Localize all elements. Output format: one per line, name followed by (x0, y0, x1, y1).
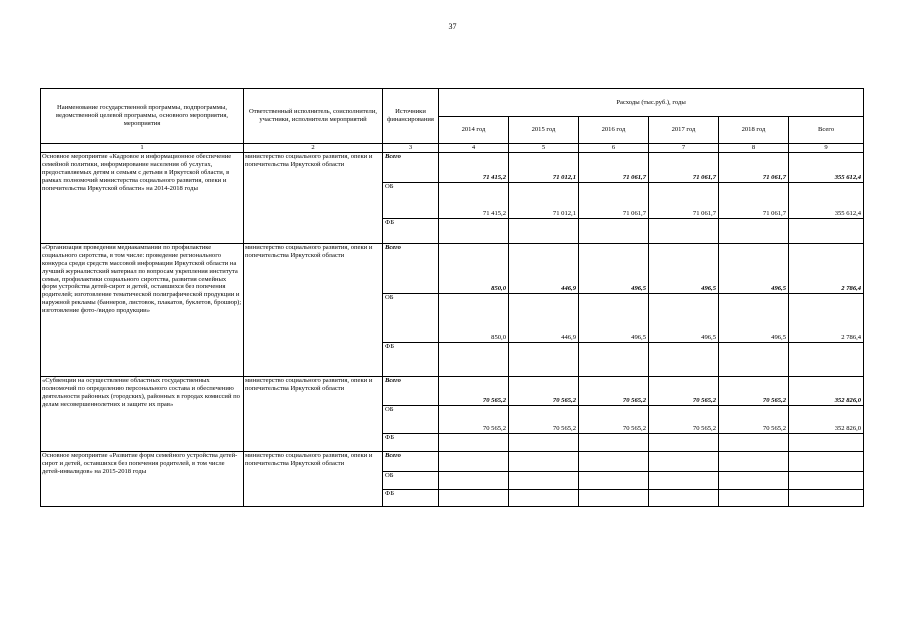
column-index: 8 (719, 144, 789, 153)
year-value (579, 489, 649, 506)
year-value: 70 565,2 (719, 405, 789, 433)
year-value (509, 489, 579, 506)
year-value: 71 061,7 (579, 152, 649, 182)
year-value (649, 451, 719, 471)
year-value (649, 471, 719, 489)
executor: министерство социального развития, опеки и попечительства Иркутской области (244, 451, 383, 506)
funding-source: Всего (383, 243, 439, 293)
year-value: 71 061,7 (579, 182, 649, 218)
year-value: 70 565,2 (579, 405, 649, 433)
column-index: 3 (383, 144, 439, 153)
table-row (41, 451, 864, 471)
year-value (509, 451, 579, 471)
year-value (509, 433, 579, 451)
year-value (439, 433, 509, 451)
year-value: 71 012,1 (509, 152, 579, 182)
column-index: 2 (244, 144, 383, 153)
year-value: 446,9 (509, 293, 579, 342)
year-value (439, 471, 509, 489)
year-value (509, 342, 579, 376)
year-value (579, 218, 649, 243)
year-value (439, 451, 509, 471)
year-value (579, 451, 649, 471)
column-index: 5 (509, 144, 579, 153)
year-value: 71 415,2 (439, 152, 509, 182)
year-value: 70 565,2 (649, 376, 719, 405)
year-value: 496,5 (579, 243, 649, 293)
header-year: 2018 год (719, 117, 789, 144)
total-value (789, 471, 864, 489)
year-value (649, 218, 719, 243)
header-year: 2016 год (579, 117, 649, 144)
funding-source: ОБ (383, 182, 439, 218)
year-value: 446,9 (509, 243, 579, 293)
funding-source: ОБ (383, 405, 439, 433)
year-value: 70 565,2 (509, 405, 579, 433)
funding-source: ФБ (383, 489, 439, 506)
total-value: 355 612,4 (789, 152, 864, 182)
funding-source: ФБ (383, 342, 439, 376)
year-value: 496,5 (719, 243, 789, 293)
year-value (649, 489, 719, 506)
activity-name: «Субвенции на осуществление областных государственных полномочий по определению персонального состава и обеспечению деятельности районных (городских), районных в городах комиссий по делам несовершеннолетних и защите их прав» (41, 376, 244, 451)
year-value (579, 471, 649, 489)
column-index: 6 (579, 144, 649, 153)
funding-source: Всего (383, 451, 439, 471)
year-value: 70 565,2 (439, 405, 509, 433)
funding-source: ОБ (383, 293, 439, 342)
header-program-name: Наименование государственной программы, подпрограммы, ведомственной целевой программы, основного мероприятия, мероприятия (41, 89, 244, 144)
year-value (579, 433, 649, 451)
year-value (649, 342, 719, 376)
funding-source: Всего (383, 152, 439, 182)
total-value (789, 342, 864, 376)
funding-source: ФБ (383, 218, 439, 243)
year-value (439, 218, 509, 243)
year-value: 71 061,7 (719, 182, 789, 218)
activity-name: Основное мероприятие «Кадровое и информационное обеспечение семейной политики, информирование населения об услугах, предоставляемых детям и семьям с детьми в Иркутской области, в рамках полномочий министерства социального развития, опеки и попечительства Иркутской области» на 2014-2018 годы (41, 152, 244, 243)
header-year: 2017 год (649, 117, 719, 144)
year-value (509, 218, 579, 243)
financing-table (40, 88, 864, 507)
activity-name: Основное мероприятие «Развитие форм семейного устройства детей-сирот и детей, оставшихся без попечения родителей, в том числе детей-инвалидов» на 2015-2018 годы (41, 451, 244, 506)
year-value: 496,5 (579, 293, 649, 342)
page-number: 37 (448, 22, 457, 31)
year-value: 850,0 (439, 293, 509, 342)
year-value: 70 565,2 (579, 376, 649, 405)
year-value (719, 342, 789, 376)
table-row (41, 376, 864, 405)
total-value: 355 612,4 (789, 182, 864, 218)
table-row (41, 152, 864, 182)
header-year: 2014 год (439, 117, 509, 144)
year-value (719, 433, 789, 451)
total-value (789, 218, 864, 243)
year-value (649, 433, 719, 451)
column-index: 4 (439, 144, 509, 153)
year-value: 850,0 (439, 243, 509, 293)
total-value (789, 489, 864, 506)
year-value (719, 489, 789, 506)
year-value (719, 451, 789, 471)
year-value: 496,5 (649, 293, 719, 342)
header-year: 2015 год (509, 117, 579, 144)
total-value: 352 826,0 (789, 376, 864, 405)
header-expenses: Расходы (тыс.руб.), годы (439, 89, 864, 117)
year-value (719, 218, 789, 243)
year-value (579, 342, 649, 376)
year-value (439, 489, 509, 506)
year-value: 70 565,2 (719, 376, 789, 405)
funding-source: ОБ (383, 471, 439, 489)
table-row (41, 243, 864, 293)
year-value (509, 471, 579, 489)
year-value (439, 342, 509, 376)
year-value: 496,5 (719, 293, 789, 342)
year-value: 71 061,7 (719, 152, 789, 182)
executor: министерство социального развития, опеки и попечительства Иркутской области (244, 376, 383, 451)
column-index: 1 (41, 144, 244, 153)
header-executor: Ответственный исполнитель, соисполнители, участники, исполнители мероприятий (244, 89, 383, 144)
total-value (789, 433, 864, 451)
total-value: 2 786,4 (789, 293, 864, 342)
year-value: 71 415,2 (439, 182, 509, 218)
year-value: 71 012,1 (509, 182, 579, 218)
header-total: Всего (789, 117, 864, 144)
year-value: 496,5 (649, 243, 719, 293)
year-value: 71 061,7 (649, 152, 719, 182)
column-index: 7 (649, 144, 719, 153)
funding-source: ФБ (383, 433, 439, 451)
year-value: 70 565,2 (649, 405, 719, 433)
activity-name: «Организация проведения медиакампании по профилактике социального сиротства, в том числе: проведение регионального конкурса среди средств массовой информации Иркутской области на лучший журналистский материал по вопросам укрепления института семьи, профилактики социального сиротства, развития семейных форм устройства детей-сирот и детей, оставшихся без попечения родителей; изготовление тематической полиграфической продукции и наружной рекламы (баннеров, листовок, плакатов, буклетов, брошюр); изготовление фото-/видео продукции» (41, 243, 244, 376)
executor: министерство социального развития, опеки и попечительства Иркутской области (244, 152, 383, 243)
year-value (719, 471, 789, 489)
total-value: 2 786,4 (789, 243, 864, 293)
total-value (789, 451, 864, 471)
year-value: 71 061,7 (649, 182, 719, 218)
year-value: 70 565,2 (439, 376, 509, 405)
year-value: 70 565,2 (509, 376, 579, 405)
total-value: 352 826,0 (789, 405, 864, 433)
header-funding-source: Источники финансирования (383, 89, 439, 144)
executor: министерство социального развития, опеки и попечительства Иркутской области (244, 243, 383, 376)
column-index: 9 (789, 144, 864, 153)
funding-source: Всего (383, 376, 439, 405)
